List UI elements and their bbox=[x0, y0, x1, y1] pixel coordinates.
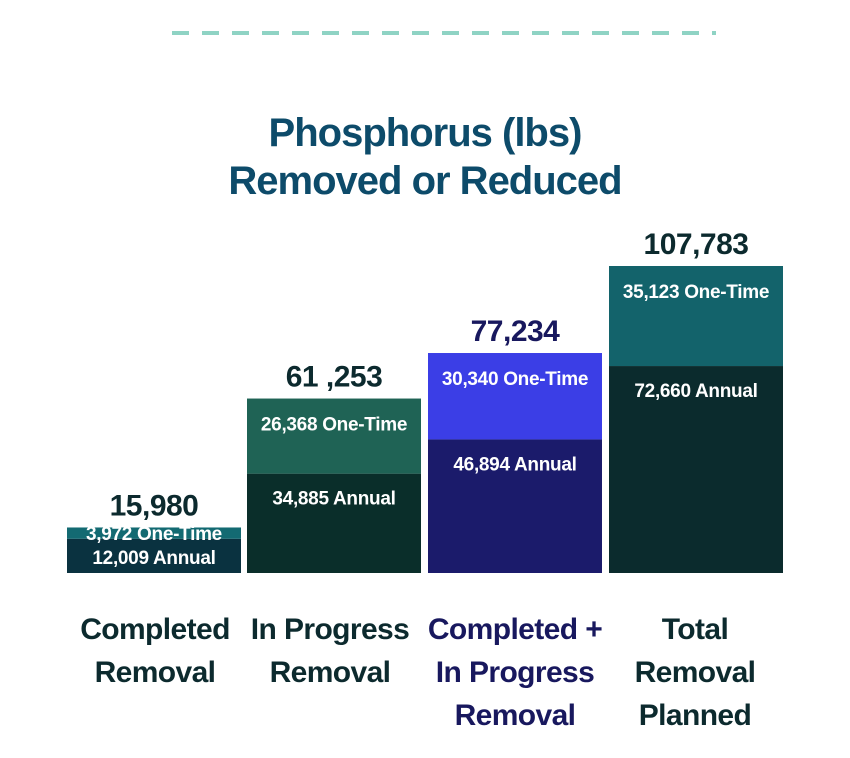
annual-label-1: 34,885 Annual bbox=[272, 488, 396, 510]
category-labels-group bbox=[80, 613, 755, 732]
category-label-1-line-0: In Progress bbox=[250, 613, 410, 646]
bar-total-label-2: 77,234 bbox=[470, 315, 560, 349]
category-label-0-line-0: Completed bbox=[80, 613, 230, 646]
one-time-label-3: 35,123 One-Time bbox=[622, 282, 770, 303]
one-time-label-1: 26,368 One-Time bbox=[260, 414, 408, 436]
category-label-0-line-1: Removal bbox=[94, 656, 216, 689]
bar-total-label-1: 61 ,253 bbox=[285, 360, 383, 394]
one-time-label-0: 3,972 One-Time bbox=[86, 524, 222, 546]
bar-total-label-0: 15,980 bbox=[109, 489, 199, 523]
bar-total-label-3: 107,783 bbox=[643, 228, 749, 261]
category-label-2-line-0: Completed + bbox=[427, 613, 603, 646]
chart-title: Phosphorus (lbs) bbox=[268, 111, 582, 155]
annual-label-2: 46,894 Annual bbox=[453, 454, 577, 476]
category-label-3-line-1: Removal bbox=[634, 656, 756, 689]
category-label-3-line-2: Planned bbox=[638, 699, 752, 732]
bar-one-time-1 bbox=[247, 399, 421, 474]
category-label-1-line-1: Removal bbox=[269, 656, 391, 689]
bar-one-time-3 bbox=[609, 266, 783, 366]
bars-group bbox=[67, 228, 783, 573]
category-label-2-line-2: Removal bbox=[454, 699, 576, 732]
category-label-2-line-1: In Progress bbox=[435, 656, 595, 689]
annual-label-0: 12,009 Annual bbox=[92, 547, 216, 569]
chart-subtitle: Removed or Reduced bbox=[228, 159, 622, 203]
one-time-label-2: 30,340 One-Time bbox=[441, 369, 589, 391]
annual-label-3: 72,660 Annual bbox=[634, 381, 758, 403]
category-label-3-line-0: Total bbox=[661, 613, 729, 646]
bar-one-time-2 bbox=[428, 353, 602, 439]
